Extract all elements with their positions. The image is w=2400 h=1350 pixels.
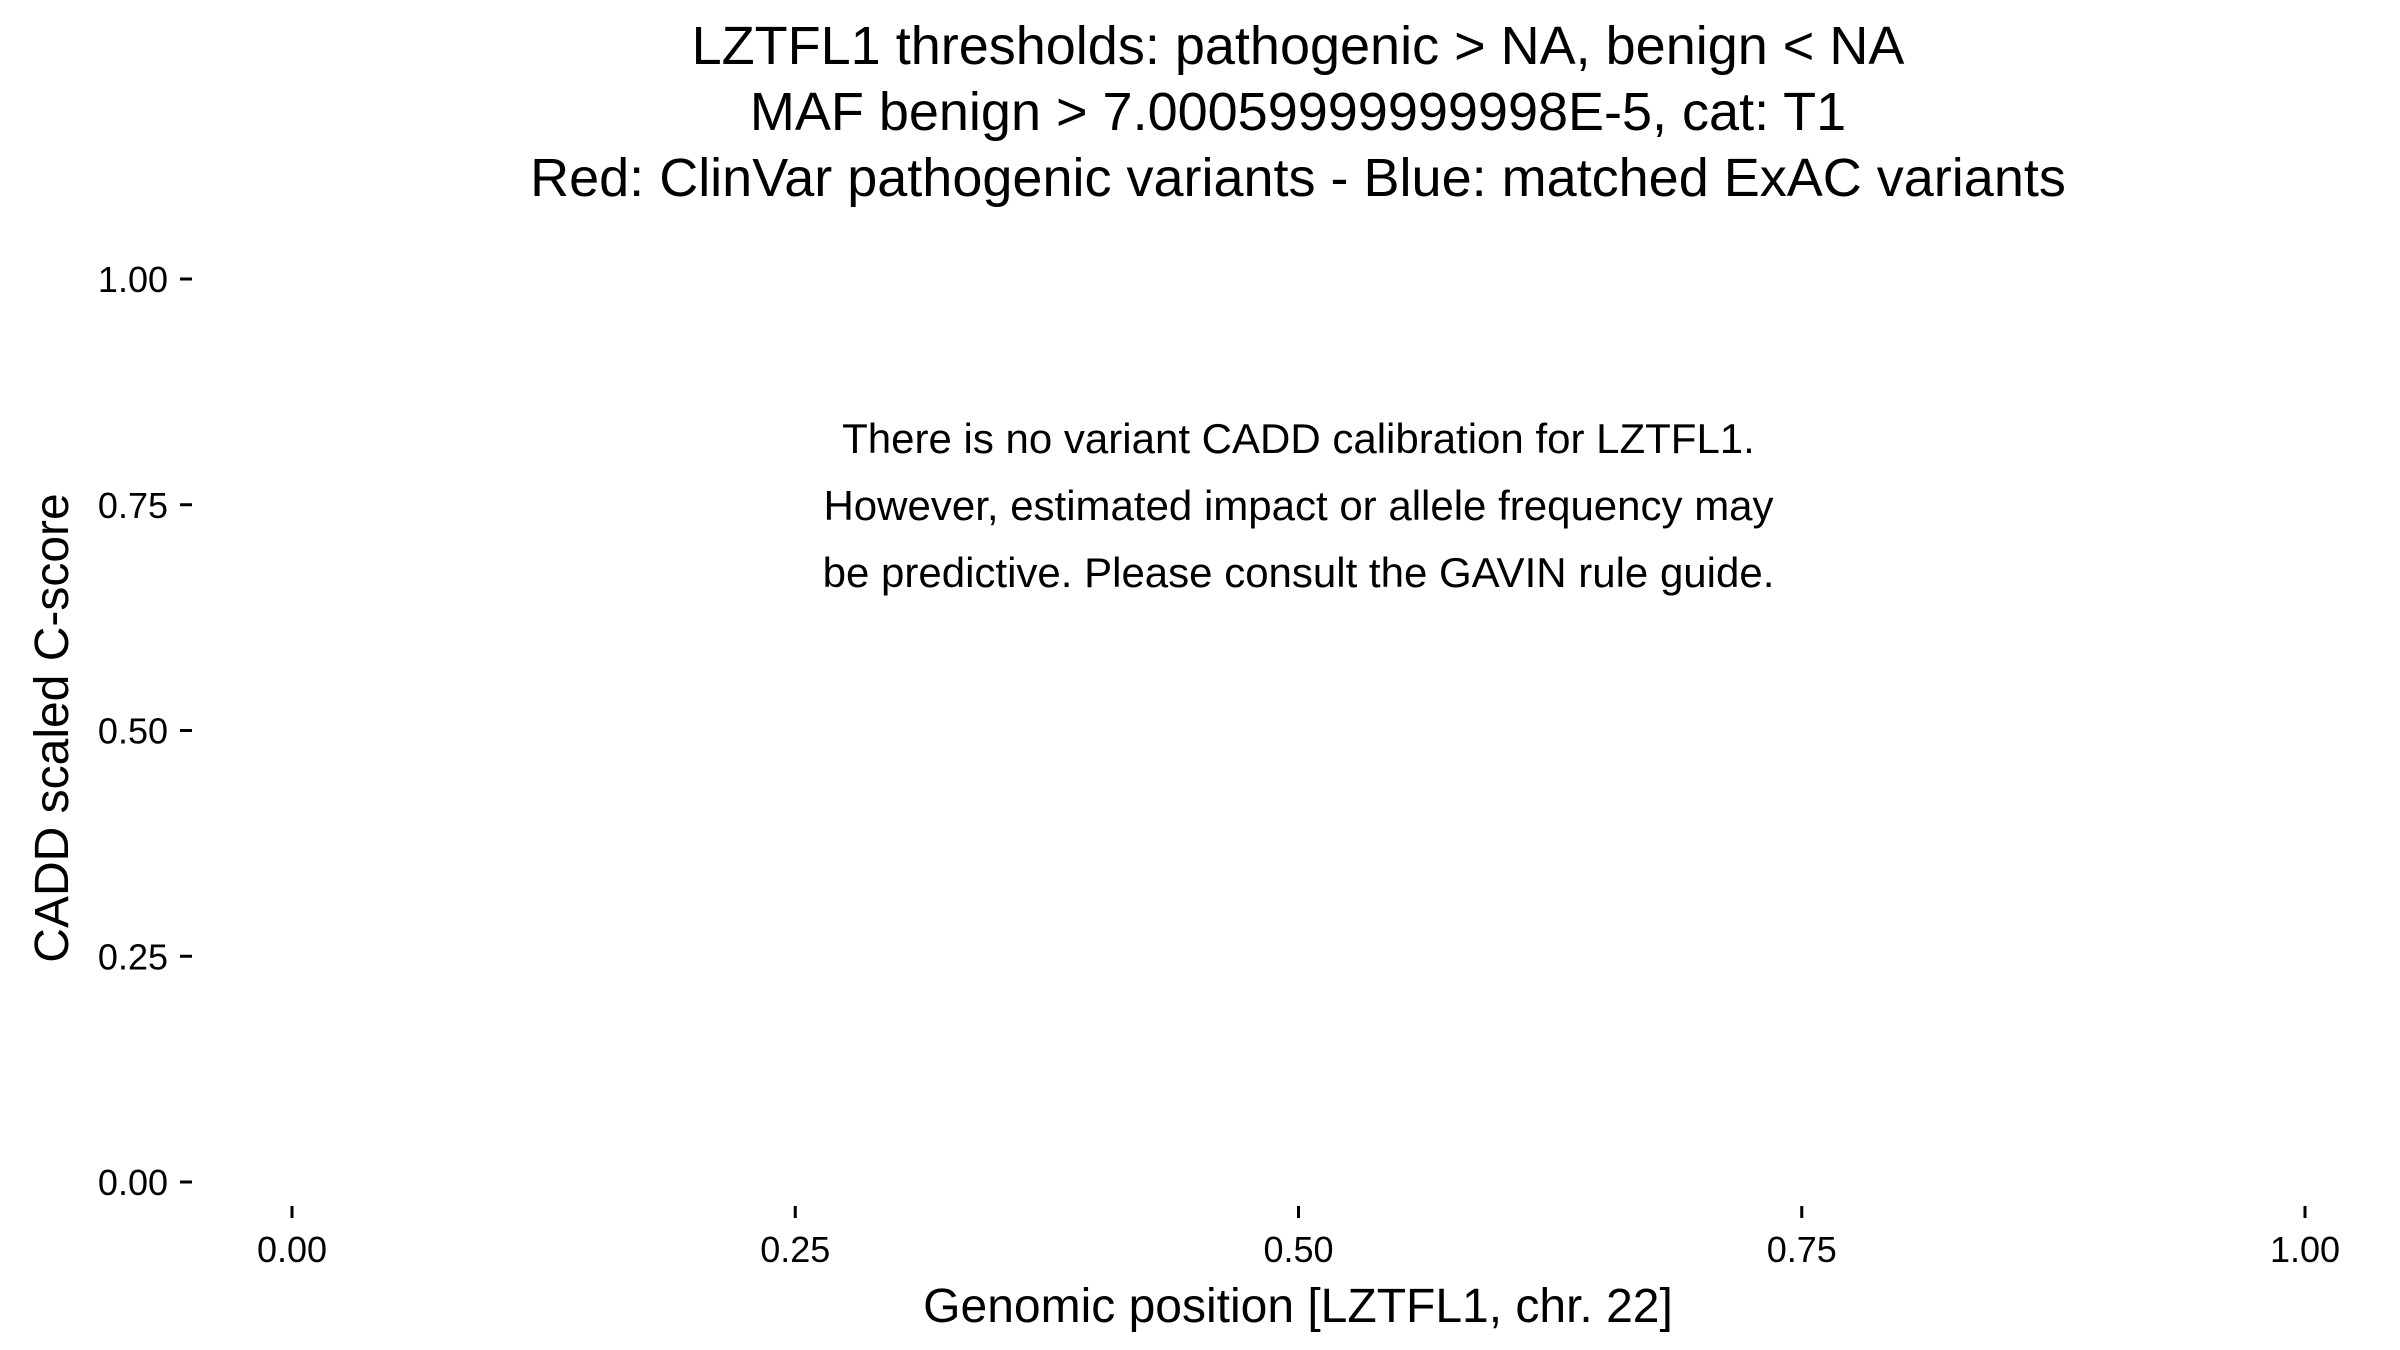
chart-title-line-2: MAF benign > 7.00059999999998E-5, cat: T1 (749, 82, 1847, 142)
y-axis (98, 259, 192, 1203)
y-tick-label: 0.50 (97, 710, 168, 752)
note-line: There is no variant CADD calibration for LZTFL1. (842, 414, 1755, 462)
y-tick-label: 1.00 (97, 259, 168, 300)
x-tick-label: 0.00 (256, 1229, 328, 1270)
note-line: However, estimated impact or allele frequency may (823, 481, 1774, 529)
x-tick-label: 0.75 (1766, 1229, 1837, 1270)
x-tick-label: 1.00 (2269, 1229, 2341, 1270)
y-tick-label: 0.75 (97, 484, 168, 526)
y-tick-label: 0.25 (97, 936, 168, 978)
x-axis-title: Genomic position [LZTFL1, chr. 22] (923, 1280, 1673, 1333)
y-axis-title: CADD scaled C-score (26, 493, 79, 963)
note-line: be predictive. Please consult the GAVIN rule guide. (822, 548, 1775, 596)
chart-title-line-1: LZTFL1 thresholds: pathogenic > NA, benign < NA (691, 16, 1905, 76)
chart-title-line-3: Red: ClinVar pathogenic variants - Blue: matched ExAC variants (530, 148, 2066, 208)
x-tick-label: 0.25 (760, 1229, 831, 1270)
chart-title (530, 16, 2066, 208)
x-axis (257, 1206, 2340, 1270)
x-tick-label: 0.50 (1263, 1229, 1334, 1270)
no-calibration-note (823, 415, 1775, 596)
y-tick-label: 0.00 (97, 1162, 168, 1203)
